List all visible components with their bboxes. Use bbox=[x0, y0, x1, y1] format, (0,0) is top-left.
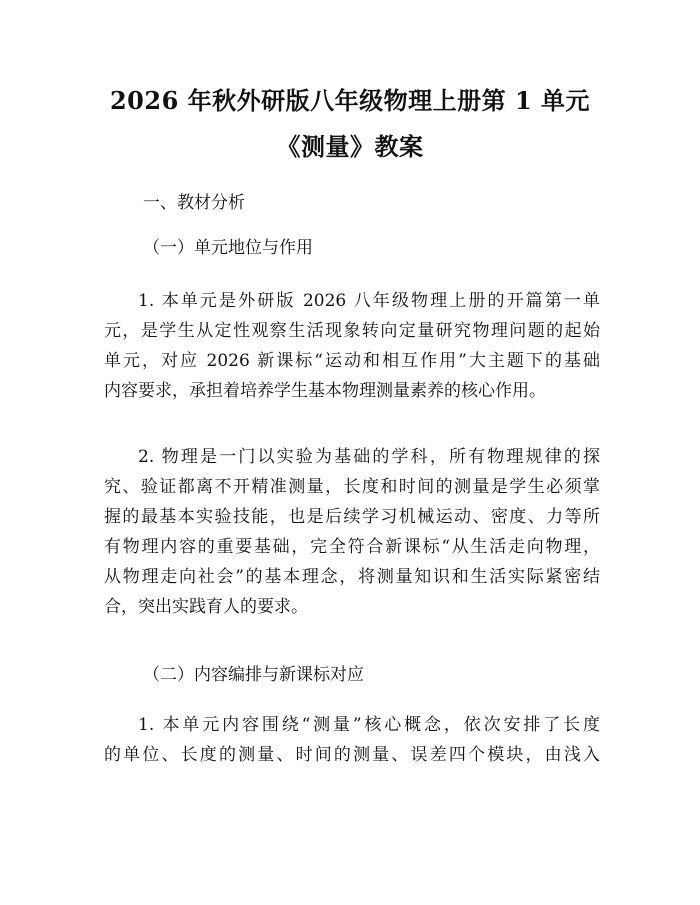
paragraph-2 bbox=[104, 442, 600, 622]
subsection-heading-unit-role: （一）单元地位与作用 bbox=[143, 238, 313, 258]
paragraph-line: 2. 物理是一门以实验为基础的学科，所有物理规律的探 bbox=[138, 447, 600, 467]
subsection-heading-content-arrangement: （二）内容编排与新课标对应 bbox=[143, 665, 364, 685]
paragraph-line: 有物理内容的重要基础，完全符合新课标“从生活走向物理， bbox=[104, 537, 600, 557]
paragraph-line: 从物理走向社会”的基本理念，将测量知识和生活实际紧密结 bbox=[104, 567, 600, 587]
paragraph-line: 1. 本单元是外研版 2026 八年级物理上册的开篇第一单 bbox=[138, 291, 600, 311]
section-heading-textbook-analysis: 一、教材分析 bbox=[143, 193, 245, 213]
paragraph-line: 的单位、长度的测量、时间的测量、误差四个模块，由浅入 bbox=[104, 745, 600, 765]
paragraph-line: 单元，对应 2026 新课标“运动和相互作用”大主题下的基础 bbox=[104, 351, 600, 371]
paragraph-3 bbox=[104, 710, 600, 770]
paragraph-line: 元，是学生从定性观察生活现象转向定量研究物理问题的起始 bbox=[104, 321, 600, 341]
paragraph-line: 内容要求，承担着培养学生基本物理测量素养的核心作用。 bbox=[104, 381, 546, 401]
paragraph-line: 究、验证都离不开精准测量，长度和时间的测量是学生必须掌 bbox=[104, 477, 600, 497]
paragraph-line: 握的最基本实验技能，也是后续学习机械运动、密度、力等所 bbox=[104, 507, 600, 527]
paragraph-1 bbox=[104, 286, 600, 406]
document-title-line-2: 《测量》教案 bbox=[276, 132, 424, 161]
paragraph-line: 1. 本单元内容围绕“测量”核心概念，依次安排了长度 bbox=[138, 715, 600, 735]
paragraph-line: 合，突出实践育人的要求。 bbox=[104, 597, 308, 617]
document-title-line-1: 2026 年秋外研版八年级物理上册第 1 单元 bbox=[109, 86, 591, 115]
